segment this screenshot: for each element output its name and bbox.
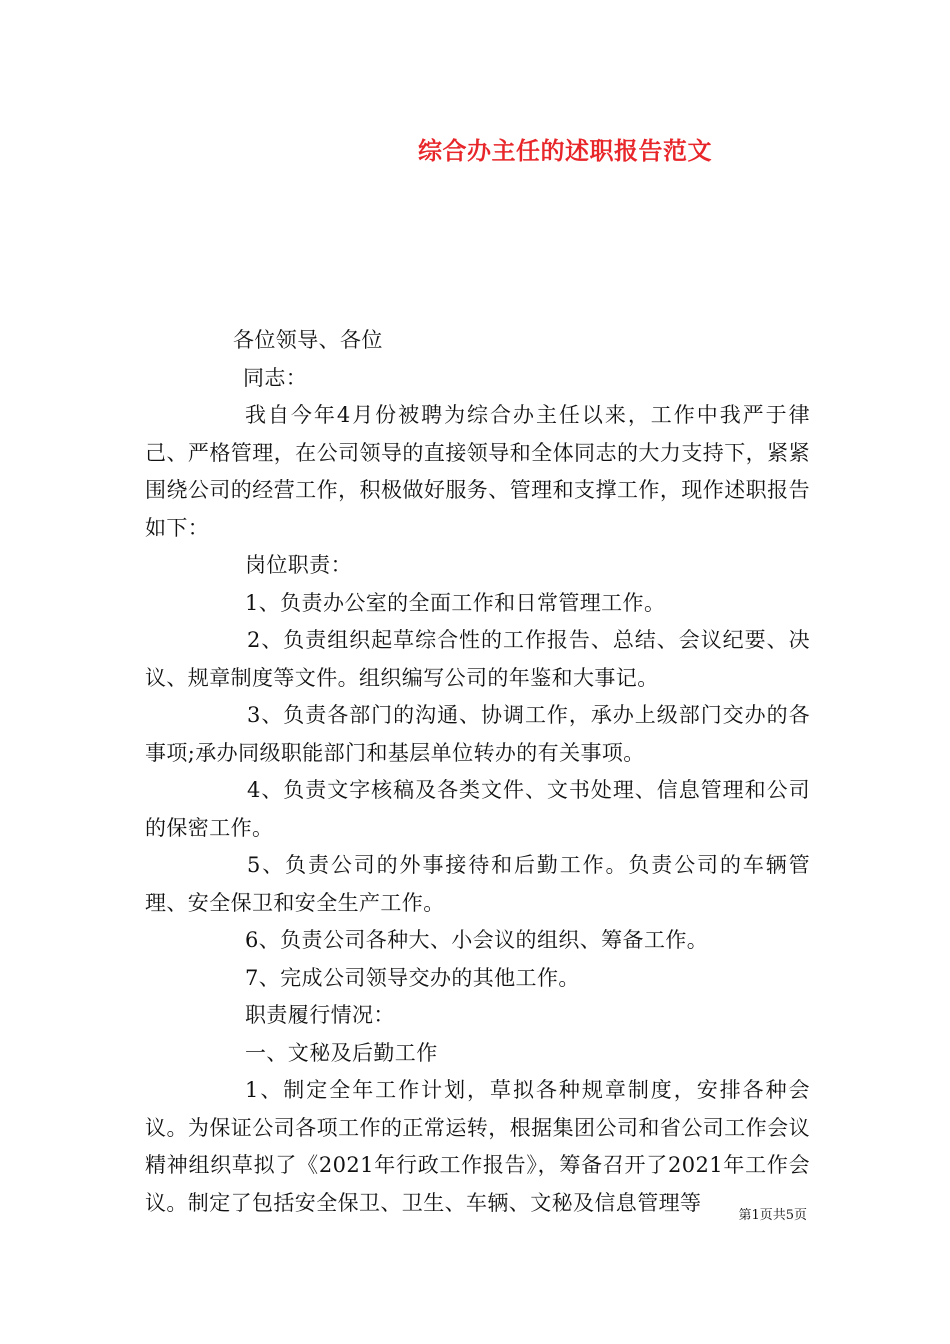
duty-item: 1、负责办公室的全面工作和日常管理工作。 bbox=[245, 590, 666, 615]
subsection-heading: 一、文秘及后勤工作 bbox=[245, 1040, 438, 1065]
salutation-line-2: 同志： bbox=[243, 365, 308, 390]
duty-item: 6、负责公司各种大、小会议的组织、筹备工作。 bbox=[245, 928, 709, 952]
page-number-footer: 第1页共5页 bbox=[738, 1208, 807, 1223]
document-body bbox=[145, 322, 810, 1222]
section-heading-performance: 职责履行情况： bbox=[245, 1003, 395, 1027]
duty-item: 5、负责公司的外事接待和后勤工作。负责公司的车辆管理、安全保卫和安全生产工作。 bbox=[145, 853, 810, 915]
duty-item: 2、负责组织起草综合性的工作报告、总结、会议纪要、决议、规章制度等文件。组织编写公司的年鉴和大事记。 bbox=[145, 628, 810, 690]
intro-paragraph: 我自今年4月份被聘为综合办主任以来，工作中我严于律己、严格管理，在公司领导的直接领导和全体同志的大力支持下，紧紧围绕公司的经营工作，积极做好服务、管理和支撑工作，现作述职报告如下： bbox=[145, 403, 810, 540]
duty-item: 7、完成公司领导交办的其他工作。 bbox=[245, 965, 580, 990]
document-title: 综合办主任的述职报告范文 bbox=[418, 136, 712, 165]
duty-item: 3、负责各部门的沟通、协调工作，承办上级部门交办的各事项;承办同级职能部门和基层单位转办的有关事项。 bbox=[145, 703, 810, 765]
body-paragraph: 1、制定全年工作计划，草拟各种规章制度，安排各种会议。为保证公司各项工作的正常运转，根据集团公司和省公司工作会议精神组织草拟了《2021年行政工作报告》，筹备召开了2021年工作会议。制定了包括安全保卫、卫生、车辆、文秘及信息管理等 bbox=[145, 1078, 810, 1215]
section-heading-duties: 岗位职责： bbox=[245, 553, 352, 577]
salutation-line-1: 各位领导、各位 bbox=[233, 328, 383, 352]
duty-item: 4、负责文字核稿及各类文件、文书处理、信息管理和公司的保密工作。 bbox=[145, 778, 810, 840]
